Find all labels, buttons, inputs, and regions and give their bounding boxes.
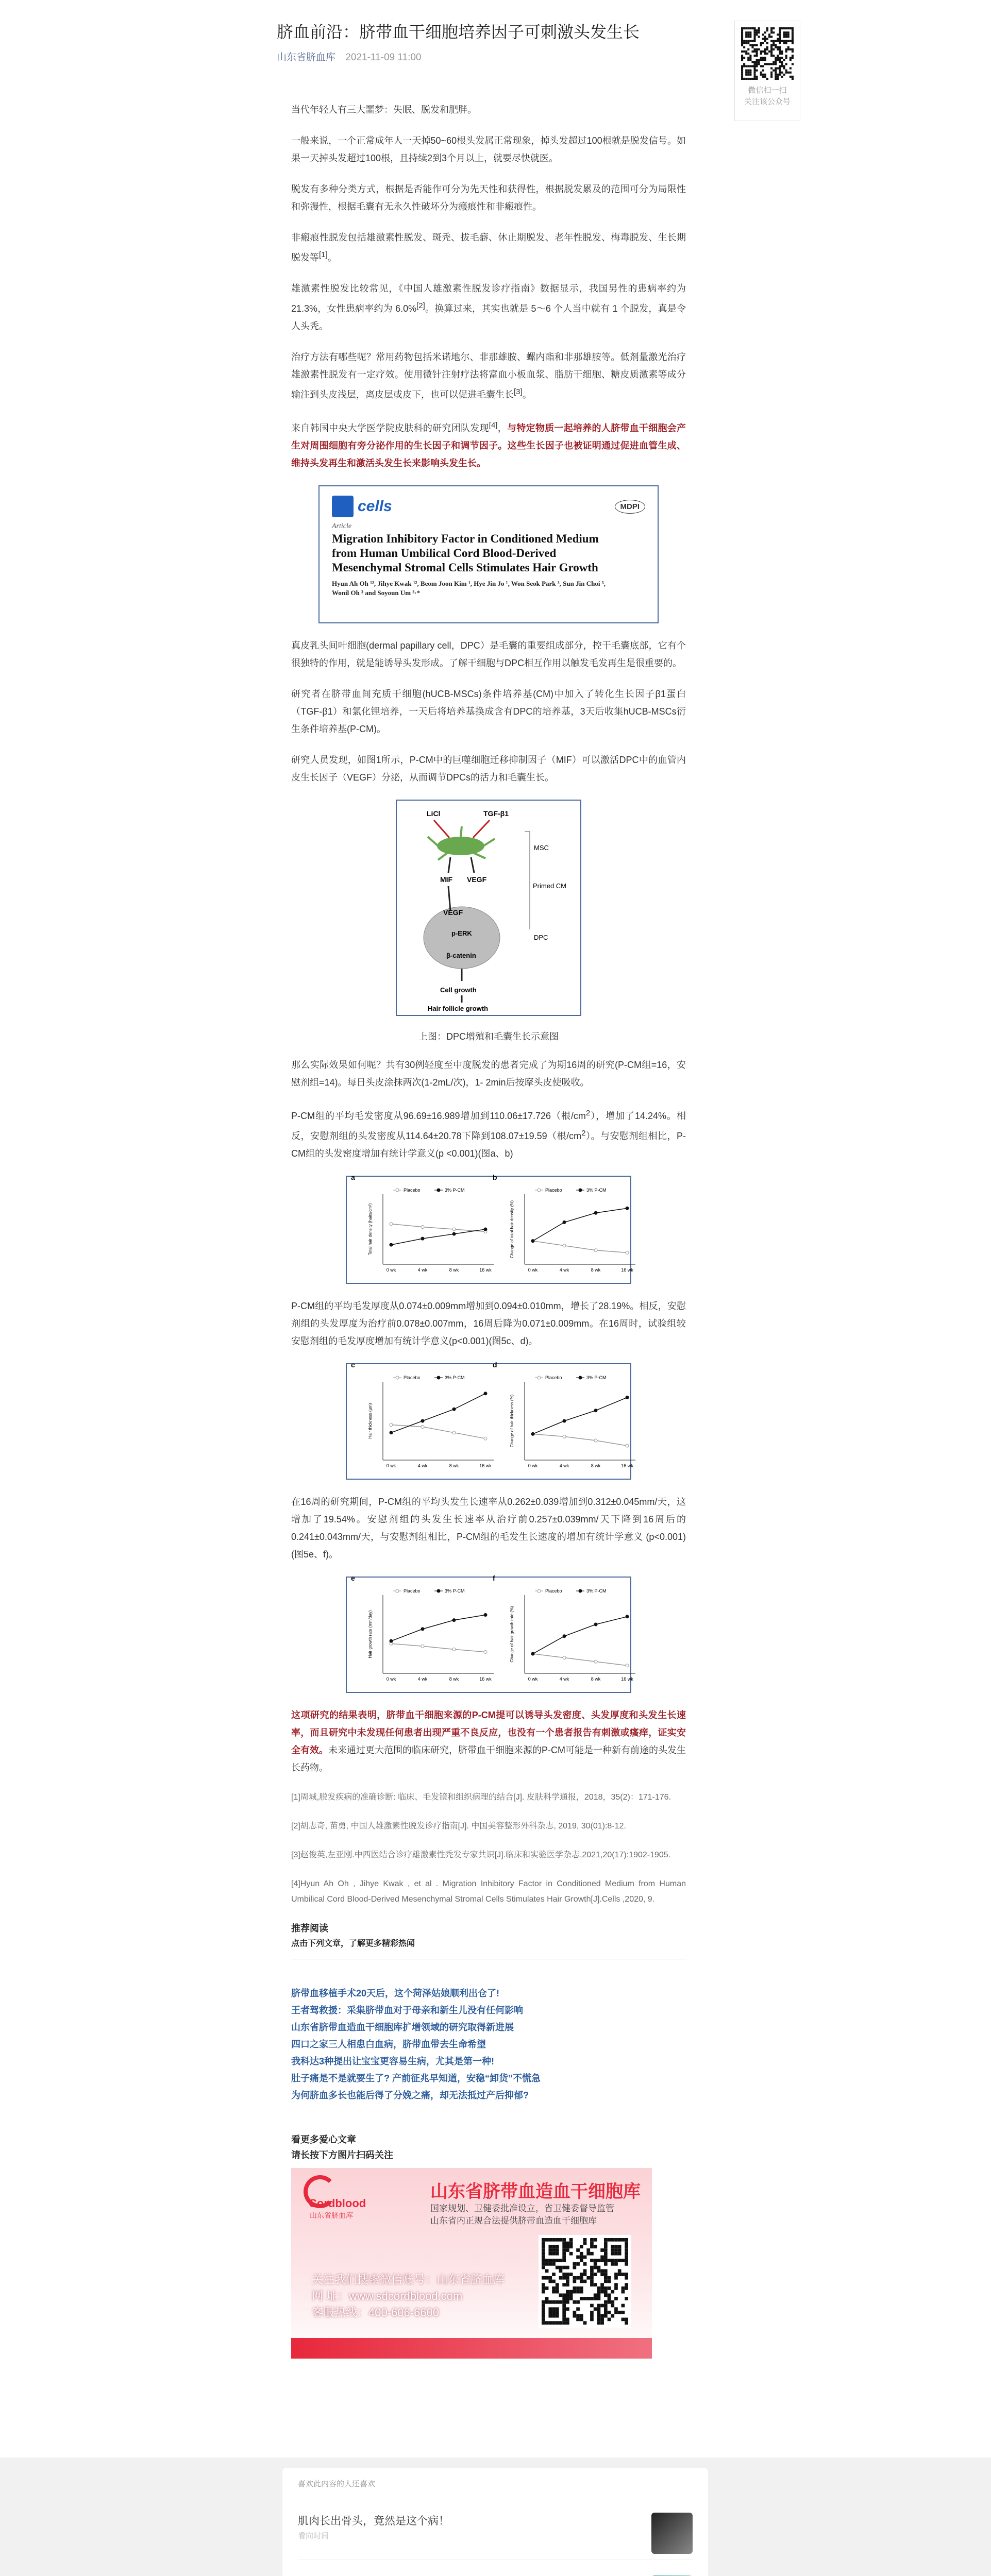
legend-marker bbox=[396, 1589, 399, 1592]
data-point bbox=[594, 1409, 597, 1412]
series-line-1 bbox=[533, 1397, 627, 1434]
data-point bbox=[390, 1243, 393, 1246]
reference-item: [4]Hyun Ah Oh , Jihye Kwak , et al . Migration Inhibitory Factor in Conditioned Medium from Human Umbilical Cord Blood-Derived Mesenchymal Stromal Cells Stimulates Hair Growth[J].Cells ,2020, 9. bbox=[291, 1879, 686, 1904]
chart-panel-a bbox=[351, 1173, 494, 1273]
reference-item: [2]胡志奇, 苗勇, 中国人雄激素性脱发诊疗指南[J]. 中国美容整形外科杂志, 2019, 30(01):8-12. bbox=[291, 1822, 626, 1831]
cordblood-logo: Cordblood 山东省脐血库 bbox=[304, 2175, 366, 2221]
data-point bbox=[626, 1664, 629, 1667]
series-line-1 bbox=[391, 1229, 485, 1245]
chart-panel-c bbox=[351, 1361, 494, 1468]
series-line-1 bbox=[533, 1208, 627, 1241]
data-point bbox=[452, 1408, 456, 1411]
paper-title: Migration Inhibitory Factor in Conditioned Medium from Human Umbilical Cord Blood-Derived Mesenchymal Stromal Cells Stimulates Hair Growth bbox=[332, 532, 599, 574]
paragraph: 非瘢痕性脱发包括雄激素性脱发、斑秃、拔毛癖、休止期脱发、老年性脱发、梅毒脱发、生长期脱发等[1]。 bbox=[291, 232, 686, 263]
data-point bbox=[421, 1645, 424, 1648]
chart-figure-cd bbox=[346, 1363, 631, 1480]
data-point bbox=[563, 1419, 566, 1422]
banner-desc-1: 国家规划、卫健委批准设立，省卫健委督导监管 bbox=[430, 2204, 614, 2213]
series-line-0 bbox=[391, 1425, 485, 1439]
recommend-label: 推荐阅读 bbox=[291, 1923, 328, 1934]
data-point bbox=[531, 1432, 534, 1435]
data-point bbox=[626, 1444, 629, 1447]
legend-marker bbox=[538, 1376, 541, 1379]
citation-3: [3] bbox=[514, 387, 523, 396]
data-point bbox=[531, 1240, 534, 1243]
panel-letter: b bbox=[493, 1173, 497, 1181]
data-point bbox=[421, 1425, 424, 1428]
legend-marker bbox=[437, 1189, 440, 1192]
legend-label: Placebo bbox=[404, 1588, 421, 1594]
data-point bbox=[421, 1225, 424, 1228]
x-tick-label: 16 wk bbox=[479, 1463, 492, 1468]
dpc-label: DPC bbox=[534, 934, 548, 941]
legend-label: Placebo bbox=[404, 1375, 421, 1380]
licl-label: LiCl bbox=[427, 809, 441, 818]
legend-label: Placebo bbox=[545, 1188, 562, 1193]
highlight-text: 与特定物质一起培养的人脐带血干细胞会产生对周围细胞有旁分泌作用的生长因子和调节因子。这些生长因子也被证明通过促进血管生成、维持头发再生和激活头发生长来影响头发生长。 bbox=[291, 423, 686, 468]
chart-pair-cd bbox=[347, 1361, 633, 1479]
y-axis-label: Total hair density (hairs/cm²) bbox=[368, 1203, 373, 1256]
arrow bbox=[471, 857, 474, 873]
series-line-1 bbox=[533, 1617, 627, 1654]
banner-title: 山东省脐带血造血干细胞库 bbox=[430, 2182, 641, 2201]
promo-banner[interactable] bbox=[291, 2168, 652, 2359]
x-tick-label: 16 wk bbox=[479, 1676, 492, 1682]
data-point bbox=[563, 1221, 566, 1224]
hair-growth-label: Hair follicle growth bbox=[428, 1005, 489, 1012]
recommend-links bbox=[291, 1985, 686, 2104]
paragraph: P-CM组的平均毛发密度从96.69±16.989增加到110.06±17.726（根$/cm^2$），增加了14.24%。相反，安慰剂组的头发密度从114.64±20.78下降到108.07±19.59（根$/cm^2$）。与安慰剂组相比，P-CM组的头发密度增加有统计学意义(p <0.001)(图a、b) bbox=[291, 1109, 686, 1159]
banner-qr-code bbox=[539, 2235, 631, 2328]
panel-letter: e bbox=[351, 1574, 355, 1582]
data-point bbox=[594, 1623, 597, 1626]
perk-label: p-ERK bbox=[451, 929, 472, 937]
y-axis-label: Change of hair thickness (%) bbox=[510, 1394, 514, 1448]
series-line-1 bbox=[391, 1615, 485, 1641]
paragraph: 研究者在脐带血间充质干细胞(hUCB-MSCs)条件培养基(CM)中加入了转化生长因子β1蛋白（TGF-β1）和氯化锂培养，一天后将培养基换成含有DPC的培养基，3天后收集hUCB-MSCs衍生条件培养基(P-CM)。 bbox=[291, 689, 686, 734]
x-tick-label: 0 wk bbox=[386, 1676, 396, 1682]
data-point bbox=[626, 1207, 629, 1210]
related-title: 肌肉长出骨头，竟然是这个病！ bbox=[298, 2515, 449, 2527]
primed-cm-label: Primed CM bbox=[533, 882, 567, 890]
x-tick-label: 8 wk bbox=[591, 1463, 601, 1468]
banner-footer-strip bbox=[291, 2338, 652, 2359]
paragraph: 在16周的研究期间，P-CM组的平均头发生长速率从0.262±0.039增加到0.312±0.045mm/天，这增加了19.54%。安慰剂组的头发生长速率从治疗前0.257±0.039mm/天下降到16周后的0.241±0.043mm/天，与安慰剂组相比，P-CM组的毛发生长速度的增加有统计学意义 (p<0.001)(图5e、f)。 bbox=[291, 1497, 686, 1560]
data-point bbox=[626, 1251, 629, 1254]
x-tick-label: 4 wk bbox=[559, 1463, 569, 1468]
data-point bbox=[594, 1249, 597, 1252]
paragraph: 一般来说，一个正常成年人一天掉50~60根头发属正常现象，掉头发超过100根就是脱发信号。如果一天掉头发超过100根，且持续2到3个月以上，就要尽快就医。 bbox=[291, 135, 686, 163]
chart-figure-ab bbox=[346, 1173, 633, 1284]
x-tick-label: 16 wk bbox=[621, 1267, 633, 1273]
diagram-caption: 上图：DPC增殖和毛囊生长示意图 bbox=[418, 1031, 559, 1042]
recommend-link[interactable]: 我科达3种提出让宝宝更容易生病，尤其是第一种! bbox=[291, 2056, 495, 2066]
panel-letter: d bbox=[493, 1361, 497, 1369]
related-source: 看向时间 bbox=[298, 2532, 329, 2540]
data-point bbox=[452, 1648, 456, 1651]
data-point bbox=[452, 1232, 456, 1235]
y-axis-label: Hair growth rate (mm/day) bbox=[368, 1610, 373, 1658]
references bbox=[291, 1790, 686, 1907]
reference-item: [1]周城,脱发疾病的准确诊断: 临床、毛发镜和组织病理的结合[J]. 皮肤科学通报，2018，35(2)：171-176. bbox=[291, 1793, 671, 1802]
related-heading: 喜欢此内容的人还喜欢 bbox=[298, 2480, 376, 2488]
data-point bbox=[452, 1431, 456, 1434]
legend-label: 3% P-CM bbox=[445, 1588, 465, 1594]
mif-label: MIF bbox=[440, 875, 453, 884]
paper-authors: Hyun Ah Oh ¹², Jihye Kwak ¹², Beom Joon Kim ¹, Hye Jin Jo ¹, Won Seok Park ³, Sun Jin Choi ³, Wonil Oh ³ and Soyoun Um ³·* bbox=[332, 580, 606, 597]
recommend-link[interactable]: 山东省脐带血造血干细胞库扩增领域的研究取得新进展 bbox=[291, 2022, 514, 2032]
citation-4: [4] bbox=[489, 421, 498, 430]
side-qr-code[interactable] bbox=[741, 27, 794, 80]
series-line-0 bbox=[391, 1643, 485, 1652]
legend-label: Placebo bbox=[545, 1588, 562, 1594]
series-line-0 bbox=[391, 1224, 485, 1232]
paragraph: 雄激素性脱发比较常见，《中国人雄激素性脱发诊疗指南》数据显示，我国男性的患病率约为21.3%，女性患病率约为 6.0%[2]。换算过来，其实也就是 5～6 个人当中就有 1 个脱发，真是令人头秃。 bbox=[291, 283, 686, 331]
publish-date: 2021-11-09 11:00 bbox=[345, 52, 422, 63]
chart-panel-e bbox=[351, 1574, 494, 1682]
chart-panel-b bbox=[493, 1173, 635, 1273]
x-tick-label: 4 wk bbox=[417, 1463, 428, 1468]
data-point bbox=[563, 1635, 566, 1638]
arrow bbox=[448, 857, 450, 873]
follow-sub: 请长按下方图片扫码关注 bbox=[291, 2150, 393, 2160]
data-point bbox=[563, 1656, 566, 1659]
data-point bbox=[594, 1211, 597, 1214]
data-point bbox=[452, 1228, 456, 1231]
x-tick-label: 8 wk bbox=[449, 1267, 459, 1273]
related-card bbox=[282, 2468, 708, 2576]
data-point bbox=[594, 1439, 597, 1442]
x-tick-label: 0 wk bbox=[528, 1676, 538, 1682]
arrow bbox=[448, 886, 450, 911]
legend-label: Placebo bbox=[404, 1188, 421, 1193]
arrow bbox=[434, 820, 449, 838]
author-link[interactable]: 山东省脐血库 bbox=[277, 52, 336, 63]
legend-marker bbox=[396, 1376, 399, 1379]
x-tick-label: 0 wk bbox=[386, 1267, 396, 1273]
mechanism-diagram bbox=[396, 800, 581, 1016]
data-point bbox=[390, 1639, 393, 1642]
paragraph: 来自韩国中央大学医学院皮肤科的研究团队发现[4]，与特定物质一起培养的人脐带血干细胞会产生对周围细胞有旁分泌作用的生长因子和调节因子。这些生长因子也被证明通过促进血管生成、维持头发再生和激活头发生长来影响头发生长。 bbox=[291, 421, 686, 468]
reference-item: [3]赵俊英,左亚刚.中西医结合诊疗雄激素性秃发专家共识[J].临床和实验医学杂志,2021,20(17):1902-1905. bbox=[291, 1851, 671, 1859]
qr-pattern bbox=[542, 2238, 628, 2325]
legend-marker bbox=[579, 1376, 582, 1379]
journal-logo bbox=[332, 496, 354, 517]
x-tick-label: 4 wk bbox=[559, 1676, 569, 1682]
legend-marker bbox=[437, 1376, 440, 1379]
arrow bbox=[473, 820, 490, 838]
highlight-text: 这项研究的结果表明，脐带血干细胞来源的P-CM提可以诱导头发密度、头发厚度和头发生长速率，而且研究中未发现任何患者出现严重不良反应，也没有一个患者报告有刺激或瘙痒，证实安全有效。 bbox=[291, 1710, 686, 1755]
data-point bbox=[626, 1615, 629, 1618]
citation-1: [1] bbox=[319, 250, 328, 259]
data-point bbox=[594, 1660, 597, 1663]
article bbox=[277, 21, 700, 2359]
tgf-label: TGF-β1 bbox=[483, 809, 509, 818]
citation-2: [2] bbox=[416, 301, 425, 310]
x-tick-label: 16 wk bbox=[621, 1463, 633, 1468]
recommend-link[interactable]: 肚子痛是不是就要生了? 产前征兆早知道，安稳“卸货”不慌急 bbox=[291, 2073, 541, 2083]
x-tick-label: 0 wk bbox=[386, 1463, 396, 1468]
article-label: Article bbox=[332, 522, 352, 530]
data-point bbox=[563, 1244, 566, 1247]
paragraph: 脱发有多种分类方式，根据是否能作可分为先天性和获得性，根据脱发累及的范围可分为局限性和弥漫性，根据毛囊有无永久性破坏分为瘢痕性和非瘢痕性。 bbox=[291, 184, 686, 212]
series-line-0 bbox=[533, 1654, 627, 1666]
recommend-section bbox=[277, 1921, 700, 2359]
vegf-dpc-label: VEGF bbox=[443, 908, 463, 917]
article-title: 脐血前沿：脐带血干细胞培养因子可刺激头发生长 bbox=[277, 23, 640, 41]
chart-pair-ef bbox=[347, 1574, 633, 1692]
legend-label: 3% P-CM bbox=[586, 1188, 607, 1193]
side-qr-box bbox=[734, 21, 800, 121]
data-point bbox=[390, 1223, 393, 1226]
publisher-logo: MDPI bbox=[615, 500, 646, 514]
x-tick-label: 4 wk bbox=[559, 1267, 569, 1273]
data-point bbox=[531, 1652, 534, 1655]
data-point bbox=[626, 1396, 629, 1399]
series-line-1 bbox=[391, 1394, 485, 1433]
y-axis-label: Change of hair growth rate (%) bbox=[510, 1606, 514, 1663]
chart-figure-ef bbox=[346, 1574, 633, 1693]
x-tick-label: 8 wk bbox=[449, 1463, 459, 1468]
catenin-label: β-catenin bbox=[446, 952, 476, 959]
legend-marker bbox=[579, 1589, 582, 1592]
recommend-link[interactable]: 为何脐血多长也能后得了分娩之痛，却无法抵过产后抑郁? bbox=[291, 2090, 529, 2100]
chart-panel-d bbox=[493, 1361, 635, 1468]
data-point bbox=[421, 1419, 424, 1422]
paragraph: 研究人员发现，如图1所示，P-CM中的巨噬细胞迁移抑制因子（MIF）可以激活DPC中的血管内皮生长因子（VEGF）分泌，从而调节DPCs的活力和毛囊生长。 bbox=[291, 755, 686, 783]
data-point bbox=[484, 1228, 487, 1231]
recommend-link[interactable]: 四口之家三人相患白血病，脐带血带去生命希望 bbox=[291, 2039, 486, 2049]
data-point bbox=[452, 1619, 456, 1622]
legend-label: 3% P-CM bbox=[586, 1375, 607, 1380]
related-thumbnail bbox=[651, 2513, 693, 2554]
y-axis-label: Change of total hair density (%) bbox=[510, 1200, 514, 1259]
msc-label: MSC bbox=[534, 844, 549, 852]
paragraph: 当代年轻人有三大噩梦：失眠、脱发和肥胖。 bbox=[291, 105, 477, 115]
x-tick-label: 0 wk bbox=[528, 1267, 538, 1273]
related-item[interactable] bbox=[298, 2560, 693, 2576]
article-body bbox=[277, 101, 700, 1907]
chart-panel-f bbox=[493, 1574, 635, 1682]
paragraph: 真皮乳头间叶细胞(dermal papillary cell，DPC）是毛囊的重要组成部分，控干毛囊底部，它有个很独特的作用，就是能诱导头发形成。了解干细胞与DPC相互作用以触发毛发再生是很重要的。 bbox=[291, 640, 686, 668]
banner-follow: 关注我们搜索微信账号：山东省脐血库 bbox=[312, 2273, 505, 2286]
x-tick-label: 16 wk bbox=[621, 1676, 633, 1682]
recommend-link[interactable]: 脐带血移植手术20天后，这个菏泽姑娘顺利出仓了! bbox=[291, 1988, 500, 1998]
follow-label: 看更多爱心文章 bbox=[291, 2134, 356, 2145]
data-point bbox=[390, 1423, 393, 1427]
msc-cell bbox=[437, 837, 484, 855]
paragraph: P-CM组的平均毛发厚度从0.074±0.009mm增加到0.094±0.010mm，增长了28.19%。相反，安慰剂组的头发厚度为治疗前0.078±0.007mm，16周后降为0.071±0.009mm。在16周时，试验组较安慰剂组的毛发厚度增加有统计学意义(p<0.001)(图5c、d)。 bbox=[291, 1301, 686, 1346]
banner-desc-2: 山东省内正规合法提供脐带血造血干细胞库 bbox=[430, 2216, 597, 2226]
data-point bbox=[484, 1614, 487, 1617]
recommend-sub: 点击下列文章，了解更多精彩热闻 bbox=[291, 1939, 415, 1948]
x-tick-label: 8 wk bbox=[449, 1676, 459, 1682]
side-qr-line2: 关注该公众号 bbox=[744, 97, 791, 106]
paragraph: 这项研究的结果表明，脐带血干细胞来源的P-CM提可以诱导头发密度、头发厚度和头发生长速率，而且研究中未发现任何患者出现严重不良反应，也没有一个患者报告有刺激或瘙痒，证实安全有效。未来通过更大范围的临床研究，脐带血干细胞来源的P-CM可能是一种新有前途的头发生长药物。 bbox=[291, 1710, 686, 1773]
legend-marker bbox=[579, 1189, 582, 1192]
data-point bbox=[484, 1392, 487, 1395]
banner-web: 网 址：www.sdcordblood.com bbox=[312, 2290, 463, 2302]
x-tick-label: 16 wk bbox=[479, 1267, 492, 1273]
panel-letter: c bbox=[351, 1361, 355, 1369]
follow-section bbox=[291, 2132, 686, 2163]
legend-label: 3% P-CM bbox=[445, 1375, 465, 1380]
x-tick-label: 8 wk bbox=[591, 1267, 601, 1273]
mechanism-svg bbox=[397, 801, 580, 1015]
data-point bbox=[390, 1431, 393, 1434]
paragraph: 那么实际效果如何呢？共有30例轻度至中度脱发的患者完成了为期16周的研究(P-CM组=16，安慰剂组=14)。每日头皮涂抹两次(1-2mL/次)，1- 2min后按摩头皮使吸收。 bbox=[291, 1060, 686, 1088]
vegf-label: VEGF bbox=[467, 875, 487, 884]
data-point bbox=[484, 1650, 487, 1653]
legend-marker bbox=[437, 1589, 440, 1592]
legend-marker bbox=[538, 1189, 541, 1192]
x-tick-label: 8 wk bbox=[591, 1676, 601, 1682]
panel-letter: a bbox=[351, 1173, 355, 1181]
legend-label: 3% P-CM bbox=[445, 1188, 465, 1193]
data-point bbox=[421, 1628, 424, 1631]
article-meta bbox=[277, 50, 700, 65]
series-line-0 bbox=[533, 1434, 627, 1446]
data-point bbox=[484, 1437, 487, 1440]
legend-marker bbox=[538, 1589, 541, 1592]
data-point bbox=[563, 1435, 566, 1438]
legend-label: Placebo bbox=[545, 1375, 562, 1380]
paragraph: 治疗方法有哪些呢？常用药物包括米诺地尔、非那雄胺、螺内酯和非那雄胺等。低剂量激光治疗雄激素性脱发有一定疗效。使用微针注射疗法将富血小板血浆、脂肪干细胞、糖皮质激素等成分输注到头皮浅层，离皮层或皮下，也可以促进毛囊生长[3]。 bbox=[291, 352, 686, 400]
banner-hotline: 客服热线：400-606-6600 bbox=[312, 2306, 440, 2319]
journal-name: cells bbox=[358, 498, 392, 515]
chart-pair-ab bbox=[347, 1173, 633, 1283]
legend-label: 3% P-CM bbox=[586, 1588, 607, 1594]
y-axis-label: Hair thickness (μm) bbox=[368, 1403, 373, 1439]
legend-marker bbox=[396, 1189, 399, 1192]
related-item[interactable] bbox=[298, 2497, 693, 2560]
recommend-link[interactable]: 王者驾救援：采集脐带血对于母亲和新生儿没有任何影响 bbox=[291, 2005, 523, 2015]
x-tick-label: 4 wk bbox=[417, 1676, 428, 1682]
cell-growth-label: Cell growth bbox=[440, 986, 477, 994]
x-tick-label: 0 wk bbox=[528, 1463, 538, 1468]
paper-title-figure bbox=[318, 485, 659, 623]
data-point bbox=[421, 1237, 424, 1240]
side-qr-line1: 微信扫一扫 bbox=[748, 86, 787, 95]
series-line-0 bbox=[533, 1241, 627, 1253]
panel-letter: f bbox=[493, 1574, 495, 1582]
qr-pattern bbox=[741, 27, 794, 80]
x-tick-label: 4 wk bbox=[417, 1267, 428, 1273]
